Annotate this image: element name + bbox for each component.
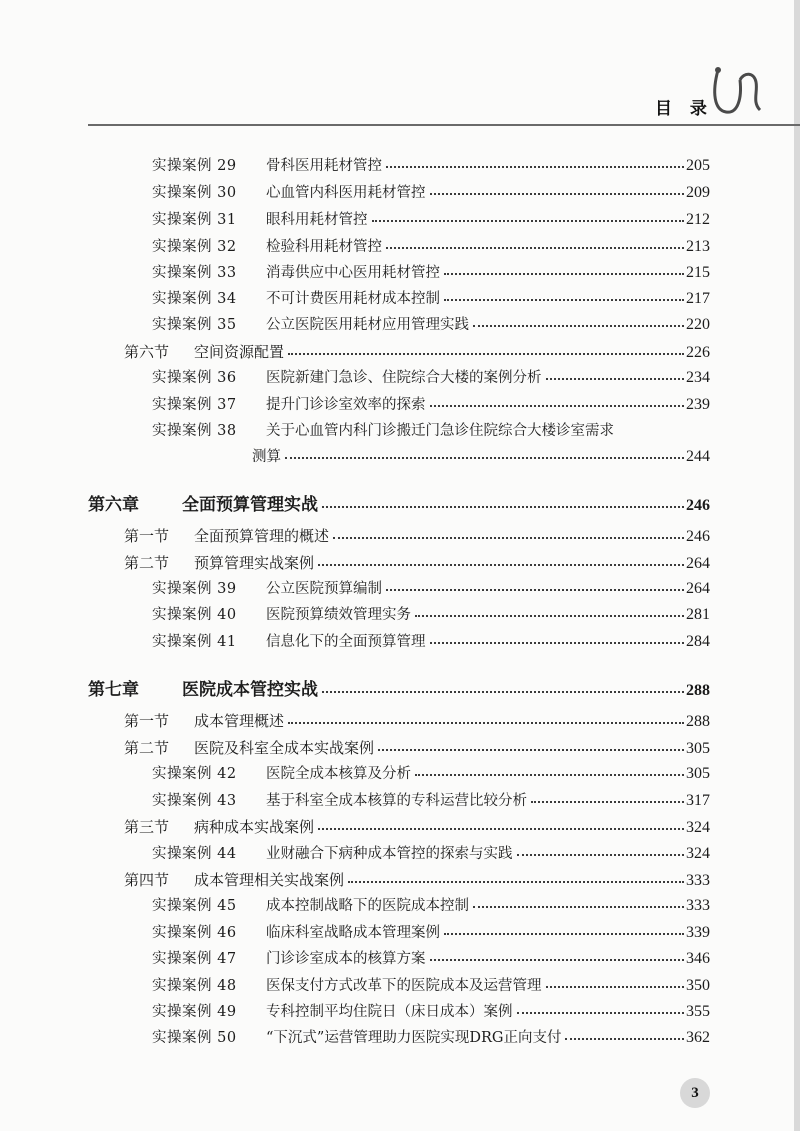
entry-label: 实操案例 48 <box>152 978 237 994</box>
entry-page: 246 <box>686 497 710 514</box>
entry-label: 第二节 <box>124 739 170 757</box>
toc-entry-chapter-7[interactable] <box>88 679 710 701</box>
entry-label: 实操案例 41 <box>152 634 237 650</box>
toc-entry-case-46[interactable] <box>152 922 710 944</box>
dot-leader <box>348 875 684 883</box>
entry-label: 第二节 <box>124 554 170 572</box>
entry-page: 226 <box>686 344 710 361</box>
toc-entry-case-39[interactable] <box>152 578 710 600</box>
entry-label: 实操案例 40 <box>152 607 237 623</box>
toc-entry-case-47[interactable] <box>152 948 710 970</box>
entry-title: 信息化下的全面预算管理 <box>266 634 426 650</box>
entry-page: 333 <box>686 872 710 889</box>
entry-page: 333 <box>686 897 710 914</box>
dot-leader <box>288 347 684 355</box>
entry-page: 362 <box>686 1029 710 1046</box>
entry-label: 实操案例 42 <box>152 766 237 782</box>
entry-title: 预算管理实战案例 <box>194 554 315 572</box>
entry-title: 医保支付方式改革下的医院成本及运营管理 <box>266 978 542 994</box>
dot-leader <box>386 160 684 168</box>
entry-label: 实操案例 29 <box>152 158 237 174</box>
entry-label: 实操案例 35 <box>152 317 237 333</box>
entry-title-continued: 测算 <box>252 449 281 465</box>
entry-page: 220 <box>686 316 710 333</box>
dot-leader <box>444 267 684 275</box>
entry-title: 心血管内科医用耗材管控 <box>266 185 426 201</box>
entry-label: 第四节 <box>124 871 170 889</box>
entry-page: 264 <box>686 580 710 597</box>
entry-label: 第七章 <box>88 680 139 700</box>
entry-title: 公立医院医用耗材应用管理实践 <box>266 317 469 333</box>
toc-entry-case-45[interactable] <box>152 895 710 917</box>
toc-entry-case-34[interactable] <box>152 288 710 310</box>
entry-title: 骨科医用耗材管控 <box>266 158 382 174</box>
entry-title: 消毒供应中心医用耗材管控 <box>266 265 440 281</box>
entry-page: 324 <box>686 819 710 836</box>
entry-page: 305 <box>686 740 710 757</box>
entry-label: 第六章 <box>88 495 139 515</box>
dot-leader <box>318 822 684 830</box>
entry-page: 317 <box>686 792 710 809</box>
entry-title: 成本控制战略下的医院成本控制 <box>266 898 469 914</box>
entry-page: 239 <box>686 396 710 413</box>
entry-title: 医院成本管控实战 <box>182 680 318 700</box>
entry-label: 实操案例 37 <box>152 397 237 413</box>
entry-page: 209 <box>686 184 710 201</box>
dot-leader <box>473 900 684 908</box>
dot-leader <box>546 980 685 988</box>
entry-label: 实操案例 36 <box>152 370 237 386</box>
entry-page: 288 <box>686 682 710 699</box>
entry-page: 355 <box>686 1003 710 1020</box>
dot-leader <box>378 743 684 751</box>
dot-leader <box>546 372 685 380</box>
dot-leader <box>288 716 684 724</box>
entry-label: 实操案例 43 <box>152 793 237 809</box>
entry-label: 实操案例 31 <box>152 212 237 228</box>
entry-label: 实操案例 39 <box>152 581 237 597</box>
toc-entry-case-40[interactable] <box>152 604 710 626</box>
entry-title: 医院新建门急诊、住院综合大楼的案例分析 <box>266 370 542 386</box>
entry-label: 第一节 <box>124 527 170 545</box>
entry-label: 实操案例 38 <box>152 423 237 439</box>
entry-page: 350 <box>686 977 710 994</box>
entry-page: 217 <box>686 290 710 307</box>
entry-label: 实操案例 33 <box>152 265 237 281</box>
toc-entry-case-33[interactable] <box>152 262 710 284</box>
entry-label: 实操案例 47 <box>152 951 237 967</box>
entry-label: 实操案例 45 <box>152 898 237 914</box>
entry-page: 281 <box>686 606 710 623</box>
toc-entry-case-44[interactable] <box>152 843 710 865</box>
entry-page: 288 <box>686 713 710 730</box>
toc-entry-case-32[interactable] <box>152 236 710 258</box>
entry-label: 实操案例 44 <box>152 846 237 862</box>
entry-page: 215 <box>686 264 710 281</box>
toc-entry-section-6[interactable] <box>124 341 710 363</box>
dot-leader <box>318 558 684 566</box>
toc-entry-case-36[interactable] <box>152 367 710 389</box>
entry-title: 医院及科室全成本实战案例 <box>194 739 375 757</box>
entry-title: 病种成本实战案例 <box>194 818 315 836</box>
entry-title: 眼科用耗材管控 <box>266 212 368 228</box>
entry-title: 空间资源配置 <box>194 343 285 361</box>
toc-entry-case-30[interactable] <box>152 182 710 204</box>
entry-title: 提升门诊诊室效率的探索 <box>266 397 426 413</box>
toc-entry-case-42[interactable] <box>152 763 710 785</box>
toc-entry-case-38-continued[interactable] <box>252 446 710 468</box>
entry-label: 实操案例 30 <box>152 185 237 201</box>
toc-entry-case-50[interactable] <box>152 1027 710 1049</box>
entry-page: 284 <box>686 633 710 650</box>
entry-page: 212 <box>686 211 710 228</box>
dot-leader <box>386 583 684 591</box>
toc-entry-case-38[interactable] <box>152 420 710 442</box>
entry-label: 实操案例 46 <box>152 925 237 941</box>
entry-page: 339 <box>686 924 710 941</box>
toc-entry-case-37[interactable] <box>152 394 710 416</box>
dot-leader <box>333 531 684 539</box>
dot-leader <box>430 187 685 195</box>
entry-page: 234 <box>686 369 710 386</box>
entry-page: 213 <box>686 238 710 255</box>
entry-label: 第六节 <box>124 343 170 361</box>
dot-leader <box>444 927 684 935</box>
entry-label: 实操案例 50 <box>152 1030 237 1046</box>
dot-leader <box>444 293 684 301</box>
dot-leader <box>517 848 685 856</box>
entry-title: 业财融合下病种成本管控的探索与实践 <box>266 846 513 862</box>
toc-entry-section-1b[interactable] <box>124 710 710 732</box>
entry-title: 公立医院预算编制 <box>266 581 382 597</box>
toc-entry-case-49[interactable] <box>152 1001 710 1023</box>
toc-entry-section-2b[interactable] <box>124 737 710 759</box>
dot-leader <box>372 214 685 222</box>
toc-entry-section-2[interactable] <box>124 552 710 574</box>
toc-entry-chapter-6[interactable] <box>88 494 710 516</box>
entry-title: 基于科室全成本核算的专科运营比较分析 <box>266 793 527 809</box>
dot-leader <box>415 768 684 776</box>
page-header-title: 目 录 <box>655 99 713 119</box>
toc-entry-case-35[interactable] <box>152 314 710 336</box>
dot-leader <box>386 241 684 249</box>
entry-title: 专科控制平均住院日（床日成本）案例 <box>266 1004 513 1020</box>
entry-page: 244 <box>686 448 710 465</box>
entry-page: 324 <box>686 845 710 862</box>
toc-entry-case-48[interactable] <box>152 975 710 997</box>
toc-entry-section-1[interactable] <box>124 525 710 547</box>
entry-label: 第三节 <box>124 818 170 836</box>
dot-leader <box>430 399 685 407</box>
entry-label: 实操案例 34 <box>152 291 237 307</box>
entry-title: 成本管理概述 <box>194 712 285 730</box>
toc-entry-case-31[interactable] <box>152 209 710 231</box>
entry-page: 205 <box>686 157 710 174</box>
entry-title: 临床科室战略成本管理案例 <box>266 925 440 941</box>
toc-entry-case-41[interactable] <box>152 631 710 653</box>
entry-title: 检验科用耗材管控 <box>266 239 382 255</box>
toc-entry-section-3[interactable] <box>124 816 710 838</box>
dot-leader <box>415 609 684 617</box>
entry-page: 346 <box>686 950 710 967</box>
dot-leader <box>473 319 684 327</box>
page-number: 3 <box>680 1078 710 1108</box>
dot-leader <box>565 1032 684 1040</box>
entry-title: 关于心血管内科门诊搬迁门急诊住院综合大楼诊室需求 <box>266 423 614 439</box>
entry-page: 305 <box>686 765 710 782</box>
entry-label: 实操案例 49 <box>152 1004 237 1020</box>
dot-leader <box>430 636 685 644</box>
entry-title: 门诊诊室成本的核算方案 <box>266 951 426 967</box>
toc-entry-case-43[interactable] <box>152 790 710 812</box>
dot-leader <box>517 1006 685 1014</box>
entry-title: 成本管理相关实战案例 <box>194 871 345 889</box>
dot-leader <box>531 795 684 803</box>
entry-label: 实操案例 32 <box>152 239 237 255</box>
entry-label: 第一节 <box>124 712 170 730</box>
dot-leader <box>322 500 684 508</box>
toc-entry-section-4[interactable] <box>124 869 710 891</box>
toc-entry-case-29[interactable] <box>152 155 710 177</box>
entry-title: 全面预算管理实战 <box>182 495 318 515</box>
dot-leader <box>430 953 685 961</box>
entry-title: “下沉式”运营管理助力医院实现DRG正向支付 <box>266 1030 562 1046</box>
entry-title: 医院全成本核算及分析 <box>266 766 411 782</box>
entry-title: 全面预算管理的概述 <box>194 527 330 545</box>
dot-leader <box>322 685 684 693</box>
entry-page: 264 <box>686 555 710 572</box>
dot-leader <box>285 451 684 459</box>
entry-title: 医院预算绩效管理实务 <box>266 607 411 623</box>
entry-title: 不可计费医用耗材成本控制 <box>266 291 440 307</box>
entry-page: 246 <box>686 528 710 545</box>
